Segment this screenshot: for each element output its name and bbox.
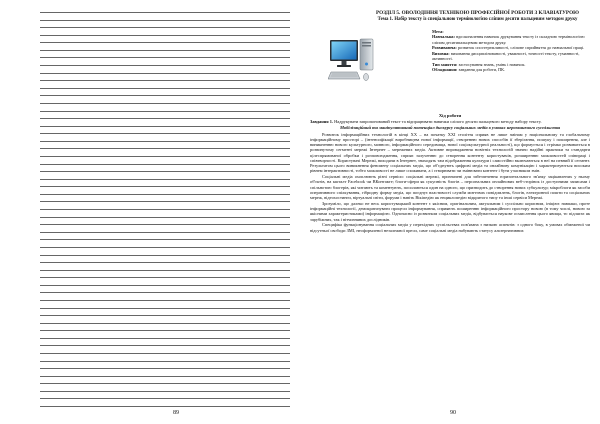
lesson-header [310, 29, 590, 111]
ruled-line [40, 57, 290, 58]
task-label: Завдання 1. [310, 119, 334, 125]
left-page-number: 89 [173, 410, 179, 416]
section-title: РОЗДІЛ 5. ОВОЛОДІННЯ ТЕХНІКОЮ ПРОФЕСІЙНОЇ РОБОТИ З КЛАВІАТУРОЮ [376, 10, 579, 16]
ruled-line [40, 262, 290, 263]
developing-label: Розвиваюча: [432, 45, 457, 51]
ruled-line [40, 398, 290, 399]
paragraph: Розвиток інформаційних технологій в кінці ХХ – на початку ХХІ століття сприяв не лише змінам у національному та глобальному інформаційному просторі – (інтенсифікації виробництва нової інформації, створенню нових способів її зберігання, пошуку і поширення, але і виникненню нового культурного, мовного, інформаційного середовища, нової соціокультурної реальності), що формується і стрімко розвивається в розвинутому сегменті мережі Інтернет – мережевих медіа. Активне впровадження новітніх технологій значно надійні практики та стандарти цілеспрямованої обробки і розповсюдження, сприяє залученню до створення контенту користувачів, розширенню можливостей співпраці і співтворчості. Користувачі Мережі, виходячи в Інтернет, знаходять там відображення культури і самостійно включаються в неї на певний її сегмент. Результатом цього виникнення феномену соціальних медіа, що об'єднують цифрові медіа та онлайнову комунікацію і характеризуються високим рівнем інтерактивності, тобто можливості не лише споживати, а і створювати чи змінювати контент і бути учасником змін. [310, 131, 590, 174]
equipment-text: завдання для роботи, ПК. [458, 67, 506, 73]
ruled-line [40, 330, 290, 331]
paragraph: Зрозуміло, що далеко не весь користувацький контент є якісним, оригінальним, актуальним і суспільно корисним, ініціює навпаки, проте інформаційні технології, демократизувати процеси інформування, сприяють поширенню інформаційного простору новою (в тому числі, новою за якісними характеристиками) інформацією. Одночасно із розвитком соціальних медіа, відбувається наукове осмислення цього явища, то підлягає як зарубіжних, так і вітчизняних дослідників. [310, 200, 590, 222]
ruled-line [40, 80, 290, 81]
ruled-line [40, 201, 290, 202]
educational-label: Виховна: [432, 50, 450, 56]
ruled-line [40, 239, 290, 240]
ruled-line [40, 361, 290, 362]
type-text: застосування знань, умінь і навичок. [458, 61, 526, 67]
ruled-line [40, 27, 290, 28]
ruled-line [40, 368, 290, 369]
ruled-lines [40, 12, 290, 414]
ruled-line [40, 20, 290, 21]
ruled-line [40, 35, 290, 36]
lesson-meta [432, 29, 590, 73]
ruled-line [40, 141, 290, 142]
ruled-line [40, 133, 290, 134]
ruled-line [40, 406, 290, 407]
ruled-line [40, 277, 290, 278]
developing-text: розвиток спостережливості, сліпове сприйняття до навчальної праці. [457, 45, 585, 51]
ruled-line [40, 148, 290, 149]
ruled-line [40, 308, 290, 309]
computer-illustration [328, 37, 376, 83]
ruled-line [40, 323, 290, 324]
ruled-line [40, 255, 290, 256]
ruled-line [40, 179, 290, 180]
ruled-line [40, 103, 290, 104]
ruled-line [40, 300, 290, 301]
task-text: Надрукувати запропонований текст та відпрацювати навички сліпого десяти пальцевого методу набору тексту. [334, 119, 542, 125]
ruled-line [40, 42, 290, 43]
right-page [300, 0, 600, 424]
ruled-line [40, 194, 290, 195]
goal-label: Мета: [432, 28, 444, 34]
topic-title: Тема 1. Набір тексту із спеціальною термінологією сліпим десяти пальцевим методом друку [377, 17, 578, 23]
task [310, 119, 590, 124]
ruled-line [40, 285, 290, 286]
ruled-line [40, 345, 290, 346]
ruled-line [40, 217, 290, 218]
ruled-line [40, 88, 290, 89]
teaching-label: Навчальна: [432, 34, 455, 40]
work-title: Хід роботи [438, 112, 462, 118]
article-title: Мобілізаційний та маніпулятивний потенціал дискурсу соціальних медіа в умовах нерозвиненого суспільства [339, 125, 561, 131]
ruled-line [40, 383, 290, 384]
ruled-line [40, 156, 290, 157]
ruled-line [40, 315, 290, 316]
teaching-text: вдосконалення навичок друкування тексту із складною термінологією сліпим десятипальцевим методом друку. [432, 34, 585, 45]
right-page-number: 90 [450, 410, 456, 416]
ruled-line [40, 12, 290, 13]
ruled-line [40, 247, 290, 248]
ruled-line [40, 73, 290, 74]
paragraph: Соціальні медіа охоплюють різні сервіси: соціальні мережі, призначені для забезпечення горизонтального зв'язку зацікавлених у ньому об'єктів, на кшталт Facebook чи ВКонтакте; блоги-сфери як сукупність блогів – персональних онлайнових веб-сторінок із доступними записами і спільнотою блогерів, які читають та коментують, посилаються один на одного, що призводить до створення нових субкультур; мікроблоги як засоби оперативного спілкування, гібридну форму медіа, що поєднує властивості служби миттєвих повідомлень, блогів, електронної пошти та соціальних мереж, відеохостинги, віртуальні світи, форуми і навіть Вікіпедію як енциклопедію відкритого типу та інші сервіси Мережі. [310, 174, 590, 201]
ruled-line [40, 353, 290, 354]
ruled-line [40, 376, 290, 377]
ruled-line [40, 65, 290, 66]
ruled-line [40, 232, 290, 233]
ruled-line [40, 391, 290, 392]
type-label: Тип заняття: [432, 61, 458, 67]
ruled-line [40, 209, 290, 210]
ruled-line [40, 224, 290, 225]
ruled-line [40, 164, 290, 165]
ruled-line [40, 111, 290, 112]
ruled-line [40, 270, 290, 271]
page-content [310, 10, 590, 233]
ruled-line [40, 171, 290, 172]
ruled-line [40, 292, 290, 293]
ruled-line [40, 338, 290, 339]
ruled-line [40, 118, 290, 119]
ruled-line [40, 126, 290, 127]
educational-text: виховання дисциплінованості, уважності, точності тексту, гуманності, активності. [432, 50, 580, 62]
equipment-label: Обладнання: [432, 67, 458, 73]
ruled-line [40, 50, 290, 51]
ruled-line [40, 95, 290, 96]
paragraph: Специфіка функціонування соціальних медіа у перехідних суспільствах пов'язана з низкою аспектів: з одного боку, в умовах обмеженої чи відсутньої свободи ЗМІ, неоформленої незалежної преси, саме соціальні медіа набувають статусу альтернативних [310, 222, 590, 233]
ruled-line [40, 186, 290, 187]
